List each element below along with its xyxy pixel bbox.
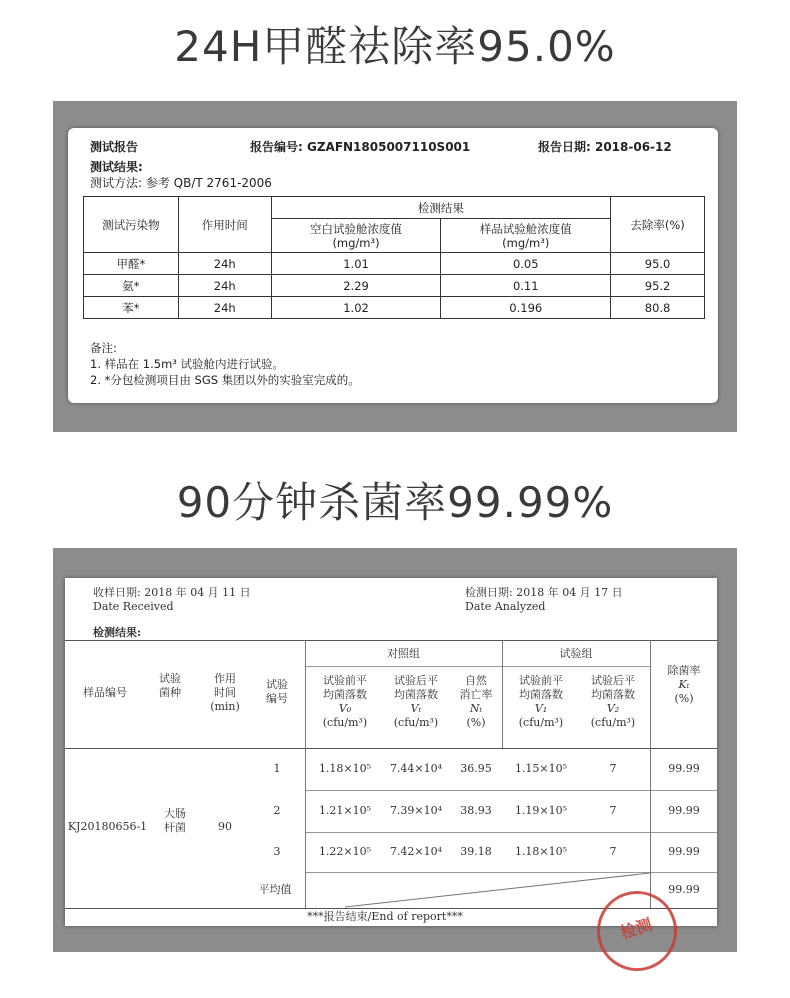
header-line: 消亡率 (459, 688, 493, 701)
analyzed-date-en: Date Analyzed (465, 600, 546, 613)
header-sample (441, 219, 611, 253)
header-test-before (505, 674, 577, 730)
blank-cell: 2.29 (271, 275, 441, 297)
header-line: 试验后平 (591, 674, 635, 687)
v0-cell: 1.21×10⁵ (318, 804, 372, 817)
header-strain (150, 672, 190, 700)
v0-cell: 1.22×10⁵ (318, 845, 372, 858)
header-line: 试验前平 (323, 674, 367, 687)
results-label: 检测结果: (93, 626, 142, 639)
v1-cell: 1.19×10⁵ (514, 804, 568, 817)
analyzed-date: 检测日期: 2018 年 04 月 17 日 (465, 586, 623, 599)
header-blank (271, 219, 441, 253)
header-line: 试验后平 (394, 674, 438, 687)
average-diagonal (305, 872, 650, 908)
header-test-no-line: 试验 (266, 678, 288, 691)
time-cell: 24h (178, 275, 271, 297)
v1-cell: 1.18×10⁵ (514, 845, 568, 858)
header-sample-unit: (mg/m³) (502, 235, 550, 250)
note-item: 2. *分包检测项目由 SGS 集团以外的实验室完成的。 (90, 373, 360, 387)
kt-cell: 99.99 (668, 804, 700, 817)
report-title: 测试报告 (90, 140, 139, 154)
header-bottom-border (65, 748, 717, 749)
header-control-before (310, 674, 380, 730)
test-group-header: 试验组 (559, 647, 593, 660)
header-result-group: 检测结果 (271, 197, 610, 219)
removal-cell: 95.2 (611, 275, 705, 297)
sample-cell: 0.05 (441, 253, 611, 275)
header-time: 作用时间 (178, 197, 271, 253)
report-panel-formaldehyde (53, 101, 737, 432)
strain-line: 大肠 (164, 807, 186, 820)
note-item: 1. 样品在 1.5m³ 试验舱内进行试验。 (90, 357, 285, 371)
header-line: Kₜ (678, 678, 690, 691)
header-line: V₀ (338, 702, 352, 715)
header-pollutant: 测试污染物 (84, 197, 179, 253)
header-time (200, 672, 250, 714)
received-date-en: Date Received (93, 600, 174, 613)
end-of-report: ***报告结束/End of report*** (307, 910, 463, 923)
header-blank-label: 空白试验舱浓度值 (310, 221, 403, 236)
v2-cell: 7 (609, 762, 617, 775)
nt-cell: 38.93 (460, 804, 492, 817)
header-line: (%) (466, 716, 486, 729)
time-cell: 24h (178, 297, 271, 319)
average-value: 99.99 (668, 883, 700, 896)
sample-cell: 0.11 (441, 275, 611, 297)
header-time-line: 时间 (214, 686, 236, 699)
kt-cell: 99.99 (668, 845, 700, 858)
report-number: 报告编号: GZAFN1805007110S001 (250, 140, 471, 154)
time-cell: 90 (218, 820, 232, 833)
header-strain-line: 试验 (159, 672, 181, 685)
row-divider (305, 790, 717, 791)
header-line: (cfu/m³) (393, 716, 439, 729)
table-row (84, 297, 705, 319)
group-divider (305, 666, 650, 667)
removal-results-table (83, 196, 705, 319)
seal-text: 检测 (618, 914, 655, 943)
report-date: 报告日期: 2018-06-12 (538, 140, 672, 154)
vt-cell: 7.44×10⁴ (389, 762, 443, 775)
header-test-no (257, 678, 297, 706)
header-blank-unit: (mg/m³) (332, 235, 380, 250)
received-date: 收样日期: 2018 年 04 月 11 日 (93, 586, 251, 599)
header-strain-line: 菌种 (159, 686, 181, 699)
header-line: 除菌率 (667, 664, 701, 677)
control-group-header: 对照组 (387, 647, 420, 660)
header-line: 均菌落数 (591, 688, 635, 701)
vt-cell: 7.39×10⁴ (389, 804, 443, 817)
header-line: 自然 (465, 674, 487, 687)
blank-cell: 1.02 (271, 297, 441, 319)
header-line: (cfu/m³) (322, 716, 368, 729)
header-line: (cfu/m³) (590, 716, 636, 729)
header-control-after (381, 674, 451, 730)
table-row (84, 253, 705, 275)
header-line: (cfu/m³) (518, 716, 564, 729)
header-line: V₁ (534, 702, 548, 715)
test-no-cell: 3 (273, 845, 281, 858)
header-test-after (577, 674, 649, 730)
sample-number: KJ20180656-1 (67, 820, 148, 833)
test-no-cell: 2 (273, 804, 281, 817)
bacteria-report-card (65, 578, 717, 943)
pollutant-cell: 甲醛* (84, 253, 179, 275)
blank-cell: 1.01 (271, 253, 441, 275)
pollutant-cell: 氨* (84, 275, 179, 297)
header-line: (%) (674, 692, 694, 705)
notes-title: 备注: (90, 341, 117, 355)
nt-cell: 36.95 (460, 762, 492, 775)
header-line: 均菌落数 (519, 688, 563, 701)
strain-cell (155, 807, 195, 835)
results-label: 测试结果: (90, 160, 143, 174)
header-test-no-line: 编号 (266, 692, 288, 705)
header-line: 均菌落数 (394, 688, 438, 701)
header-line: Vₜ (410, 702, 422, 715)
removal-cell: 95.0 (611, 253, 705, 275)
header-line: 均菌落数 (323, 688, 367, 701)
test-report-card (68, 128, 718, 403)
test-method: 测试方法: 参考 QB/T 2761-2006 (90, 176, 272, 190)
header-natural-rate (452, 674, 500, 730)
header-line: V₂ (606, 702, 620, 715)
header-removal-rate: 去除率(%) (611, 197, 705, 253)
notes (90, 340, 360, 388)
nt-cell: 39.18 (460, 845, 492, 858)
col-divider (305, 640, 306, 908)
v1-cell: 1.15×10⁵ (514, 762, 568, 775)
v2-cell: 7 (609, 804, 617, 817)
header-sample-label: 样品试验舱浓度值 (479, 221, 572, 236)
row-divider (305, 832, 717, 833)
table-top-border (65, 640, 717, 641)
header-time-line: 作用 (214, 672, 236, 685)
table-row (84, 275, 705, 297)
report-panel-sterilization (53, 548, 737, 952)
test-no-cell: 1 (273, 762, 281, 775)
header-removal-rate (651, 664, 717, 706)
v0-cell: 1.18×10⁵ (318, 762, 372, 775)
header-time-line: (min) (210, 700, 240, 713)
v2-cell: 7 (609, 845, 617, 858)
time-cell: 24h (178, 253, 271, 275)
header-line: 试验前平 (519, 674, 563, 687)
removal-cell: 80.8 (611, 297, 705, 319)
kt-cell: 99.99 (668, 762, 700, 775)
average-label: 平均值 (258, 883, 292, 896)
pollutant-cell: 苯* (84, 297, 179, 319)
vt-cell: 7.42×10⁴ (389, 845, 443, 858)
strain-line: 杆菌 (164, 821, 186, 834)
headline-sterilization: 90分钟杀菌率99.99% (176, 478, 614, 527)
header-line: Nₜ (469, 702, 483, 715)
sample-cell: 0.196 (441, 297, 611, 319)
header-sample-no: 样品编号 (83, 686, 127, 699)
headline-formaldehyde: 24H甲醛祛除率95.0% (174, 22, 616, 71)
